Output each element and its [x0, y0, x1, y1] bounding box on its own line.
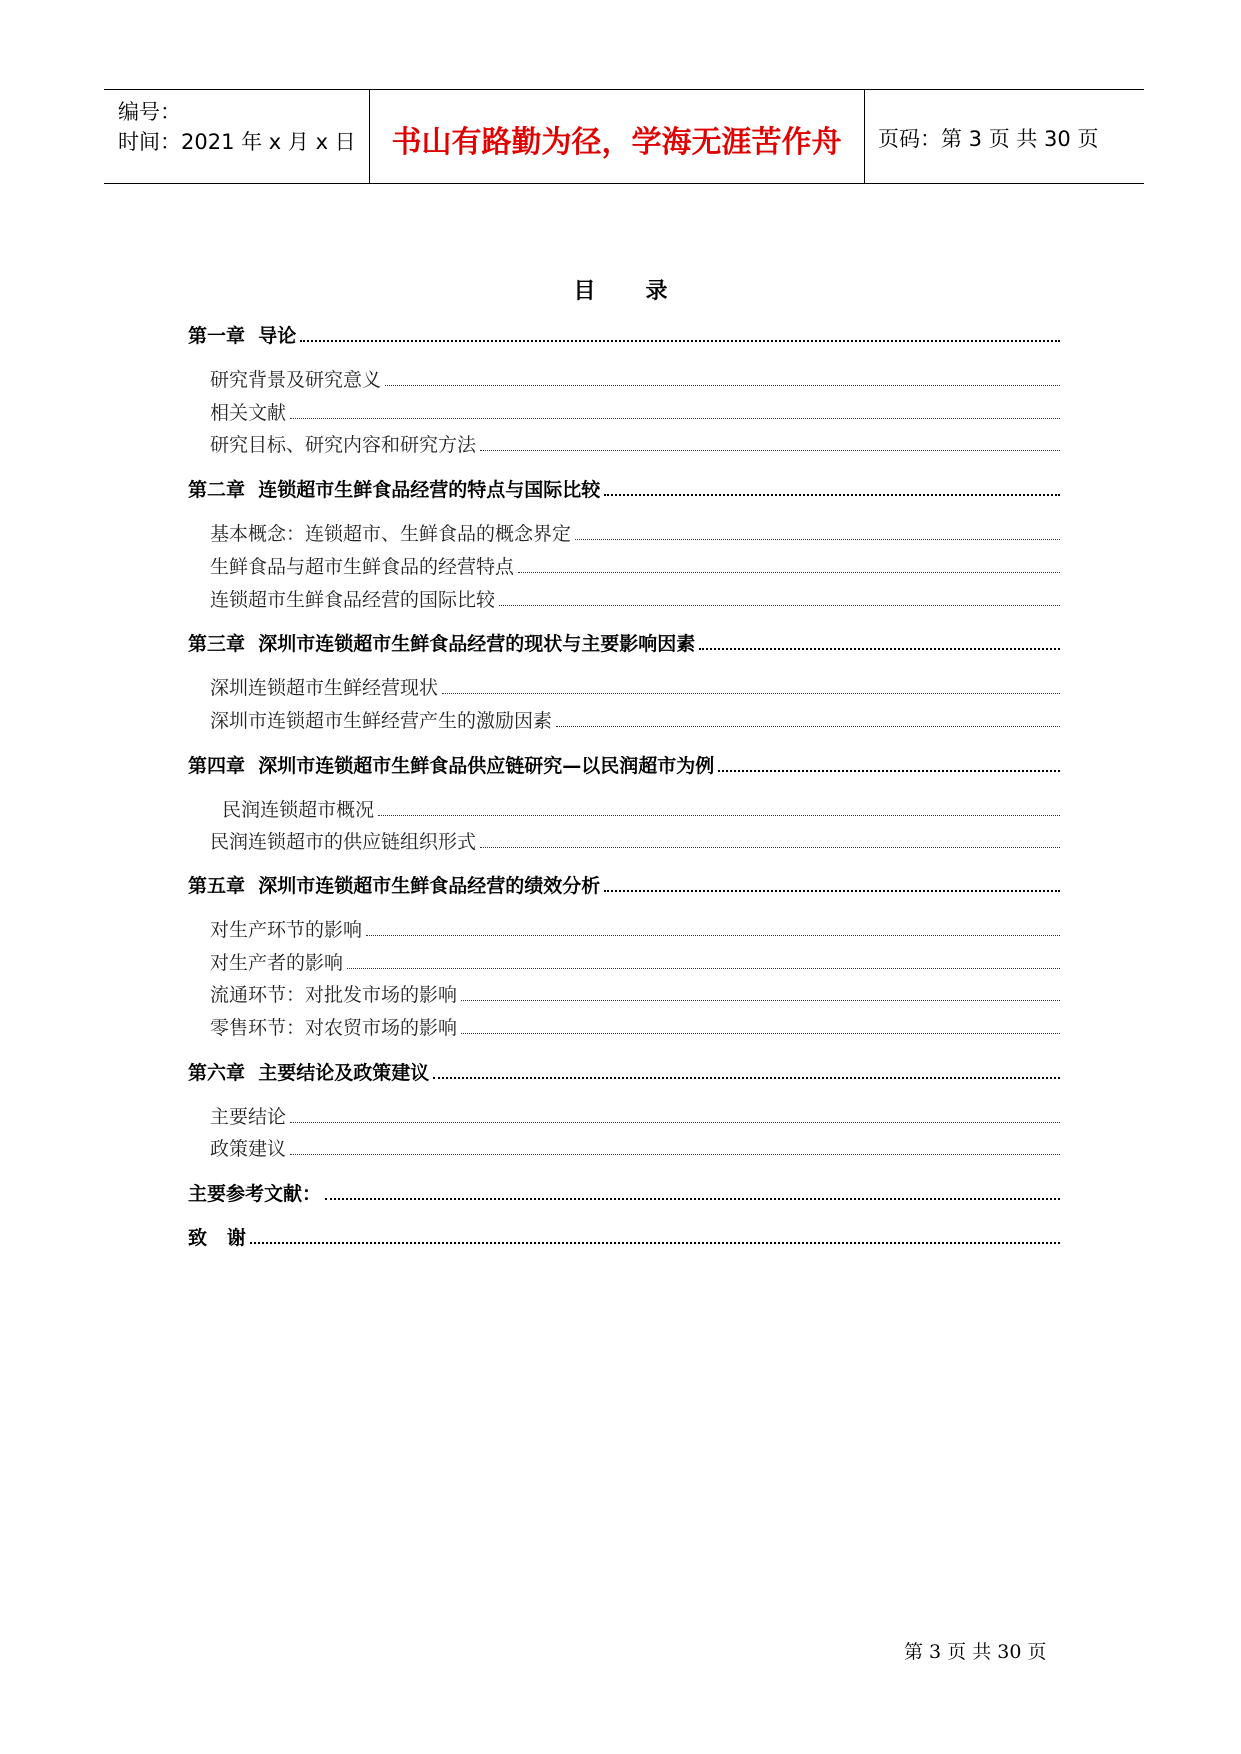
- toc-section-entry[interactable]: [210, 705, 1060, 733]
- header-motto: 书山有路勤为径，学海无涯苦作舟: [391, 125, 842, 160]
- toc-chapter-entry[interactable]: [188, 1057, 1060, 1085]
- toc-title: 目录: [573, 279, 718, 304]
- toc-section-entry[interactable]: [210, 1101, 1060, 1129]
- toc-entry-label: 民润连锁超市概况: [210, 799, 375, 821]
- toc-entry-label: 致 谢: [188, 1227, 246, 1249]
- dot-leader: [325, 1194, 1060, 1200]
- dot-leader: [347, 964, 1060, 969]
- toc-entry-label: 对生产环节的影响: [210, 919, 363, 941]
- dot-leader: [461, 996, 1060, 1001]
- toc-entry-label: 相关文献: [210, 402, 287, 424]
- header-page-info: 页码：第 3 页 共 30 页: [878, 127, 1099, 151]
- toc-chapter-entry[interactable]: [188, 320, 1060, 348]
- toc-section-entry[interactable]: [210, 1133, 1060, 1161]
- toc-entry-label: 第四章 深圳市连锁超市生鲜食品供应链研究—以民润超市为例: [188, 755, 715, 777]
- dot-leader: [290, 1118, 1060, 1123]
- dot-leader: [290, 1150, 1060, 1155]
- dot-leader: [250, 1238, 1060, 1244]
- toc-entry-label: 零售环节：对农贸市场的影响: [210, 1017, 458, 1039]
- dot-leader: [290, 414, 1060, 419]
- toc-section-entry[interactable]: [210, 364, 1060, 392]
- dot-leader: [300, 336, 1060, 342]
- header-motto-cell: [369, 90, 865, 183]
- toc-entry-label: 主要参考文献：: [188, 1183, 322, 1205]
- header-page-cell: [864, 90, 1144, 183]
- toc-section-entry[interactable]: [210, 672, 1060, 700]
- toc-section-entry[interactable]: [210, 794, 1060, 822]
- header-info-cell: [104, 90, 370, 183]
- toc-section-entry[interactable]: [210, 914, 1060, 942]
- toc-section-entry[interactable]: [210, 826, 1060, 854]
- toc-section-entry[interactable]: [210, 518, 1060, 546]
- toc-entry-label: 第二章 连锁超市生鲜食品经营的特点与国际比较: [188, 479, 601, 501]
- toc-entry-label: 深圳连锁超市生鲜经营现状: [210, 677, 439, 699]
- document-time-label: 时间：2021 年 x 月 x 日: [118, 130, 356, 154]
- toc-chapter-entry[interactable]: [188, 1222, 1060, 1250]
- document-header: [104, 89, 1144, 184]
- toc-section-entry[interactable]: [210, 979, 1060, 1007]
- toc-section-entry[interactable]: [210, 397, 1060, 425]
- toc-entry-label: 政策建议: [210, 1138, 287, 1160]
- toc-section-entry[interactable]: [210, 429, 1060, 457]
- dot-leader: [604, 886, 1060, 892]
- dot-leader: [385, 381, 1060, 386]
- toc-entry-label: 第一章 导论: [188, 325, 297, 347]
- dot-leader: [518, 568, 1060, 573]
- toc-entry-label: 研究背景及研究意义: [210, 369, 382, 391]
- toc-entry-label: 第五章 深圳市连锁超市生鲜食品经营的绩效分析: [188, 875, 601, 897]
- dot-leader: [480, 843, 1060, 848]
- toc-chapter-entry[interactable]: [188, 1178, 1060, 1206]
- toc-chapter-entry[interactable]: [188, 474, 1060, 502]
- toc-entry-label: 对生产者的影响: [210, 952, 344, 974]
- toc-entry-label: 基本概念：连锁超市、生鲜食品的概念界定: [210, 523, 572, 545]
- toc-entry-label: 民润连锁超市的供应链组织形式: [210, 831, 477, 853]
- toc-entry-label: 研究目标、研究内容和研究方法: [210, 434, 477, 456]
- toc-section-entry[interactable]: [210, 551, 1060, 579]
- dot-leader: [433, 1073, 1060, 1079]
- dot-leader: [604, 490, 1060, 496]
- dot-leader: [718, 766, 1060, 772]
- dot-leader: [442, 689, 1060, 694]
- toc-entry-label: 第三章 深圳市连锁超市生鲜食品经营的现状与主要影响因素: [188, 633, 696, 655]
- toc-chapter-entry[interactable]: [188, 750, 1060, 778]
- toc-entry-label: 主要结论: [210, 1106, 287, 1128]
- toc-entry-label: 第六章 主要结论及政策建议: [188, 1062, 430, 1084]
- document-number-label: 编号：: [118, 100, 181, 124]
- dot-leader: [366, 931, 1060, 936]
- dot-leader: [480, 446, 1060, 451]
- dot-leader: [499, 601, 1060, 606]
- dot-leader: [378, 811, 1060, 816]
- dot-leader: [699, 644, 1060, 650]
- toc-section-entry[interactable]: [210, 947, 1060, 975]
- toc-entry-label: 流通环节：对批发市场的影响: [210, 984, 458, 1006]
- toc-chapter-entry[interactable]: [188, 628, 1060, 656]
- dot-leader: [575, 535, 1060, 540]
- toc-entry-label: 连锁超市生鲜食品经营的国际比较: [210, 589, 496, 611]
- dot-leader: [461, 1029, 1060, 1034]
- toc-section-entry[interactable]: [210, 1012, 1060, 1040]
- toc-chapter-entry[interactable]: [188, 870, 1060, 898]
- dot-leader: [556, 722, 1060, 727]
- toc-entry-label: 深圳市连锁超市生鲜经营产生的激励因素: [210, 710, 553, 732]
- toc-section-entry[interactable]: [210, 584, 1060, 612]
- toc-entry-label: 生鲜食品与超市生鲜食品的经营特点: [210, 556, 515, 578]
- page-footer: 第 3 页 共 30 页: [904, 1641, 1047, 1663]
